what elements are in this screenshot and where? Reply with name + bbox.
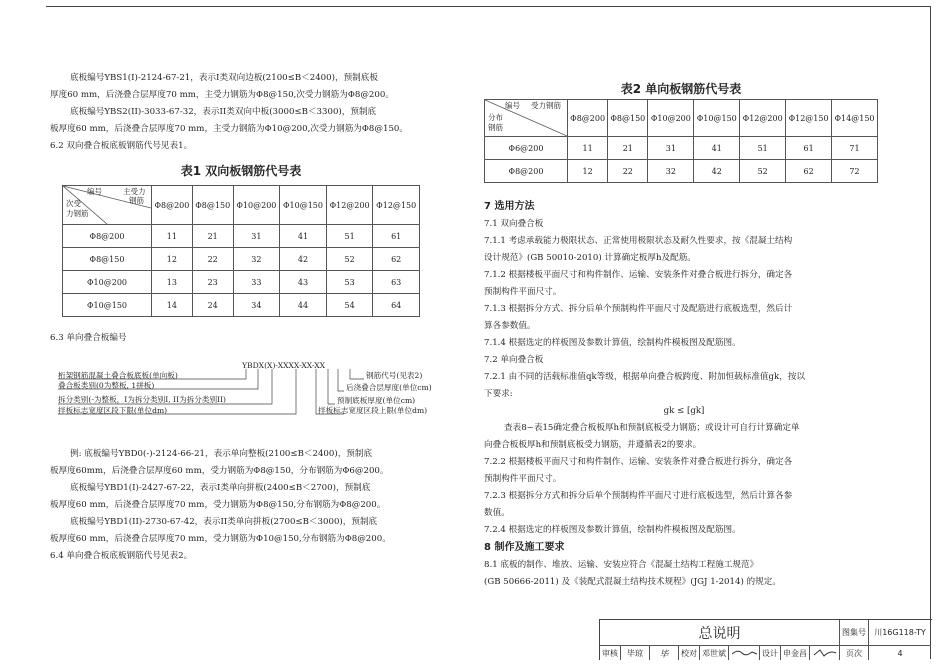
corner-label: 主受力 (123, 187, 146, 196)
table1-col-header: Φ12@200 (326, 186, 373, 225)
review-label: 审核 (600, 646, 621, 660)
code-label: 后浇叠合层厚度(单位cm) (346, 383, 432, 392)
cell: 24 (192, 294, 233, 317)
cell: 21 (192, 225, 233, 248)
text-line: 设计规范》(GB 50010-2010) 计算确定板厚h及配筋。 (484, 253, 696, 263)
cell: 51 (740, 137, 786, 160)
table2-corner (485, 100, 568, 137)
section-7 (484, 198, 904, 591)
table1-col-header: Φ8@150 (192, 186, 233, 225)
cell: 13 (152, 271, 193, 294)
check-signature (729, 646, 760, 660)
cell: 31 (233, 225, 280, 248)
table2-col-header: Φ8@200 (568, 100, 608, 137)
frame-right-line (930, 6, 931, 659)
table1-col-header: Φ8@200 (152, 186, 193, 225)
check-label: 校对 (679, 646, 700, 660)
title-block (599, 619, 932, 660)
table2-col-header: Φ12@150 (786, 100, 832, 137)
cell: 11 (568, 137, 608, 160)
cell: 12 (152, 248, 193, 271)
cell: 32 (648, 160, 694, 183)
text-line: 底板编号YBD1(I)-2427-67-22，表示I类单向拼板(2400≤B＜2700)，预制底 (70, 483, 371, 493)
text-line: 6.4 单向叠合板底板钢筋代号见表2。 (50, 551, 193, 561)
signature-scribble (730, 648, 758, 658)
table1-title: 表1 双向板钢筋代号表 (180, 164, 302, 178)
table1-block (62, 162, 420, 317)
atlas-label: 图集号 (840, 620, 869, 646)
cell: 41 (280, 225, 327, 248)
text-line: 底板编号YBS1(I)-2124-67-21，表示I类双向边板(2100≤B＜2400)，预制底板 (70, 73, 378, 83)
code-label: 钢筋代号(见表2) (366, 371, 423, 380)
table2-col-header: Φ10@200 (648, 100, 694, 137)
text-line: 查表8~表15确定叠合板板厚h和预制底板受力钢筋；或设计可自行计算确定单 (504, 423, 800, 433)
design-signature (810, 646, 840, 660)
cell: 62 (786, 160, 832, 183)
cell: 14 (152, 294, 193, 317)
code-label: 拆分类别(-为整板，I为拆分类别I, II为拆分类别II) (58, 395, 227, 404)
design-label: 设计 (760, 646, 781, 660)
text-line: 底板编号YBD1(II)-2730-67-42，表示II类单向拼板(2700≤B＜3000)，预制底 (70, 517, 378, 527)
cell: 54 (326, 294, 373, 317)
text-line: 板厚度60 mm，后浇叠合层厚度70 mm，受力钢筋为Φ10@150,分布钢筋为Φ8@200。 (50, 534, 391, 544)
table1-col-header: Φ10@150 (280, 186, 327, 225)
code-label: 桁架钢筋混凝土叠合板底板(单向板) (58, 371, 178, 380)
cell: 11 (152, 225, 193, 248)
cell: 21 (608, 137, 648, 160)
signature-scribble (812, 648, 838, 658)
cell: 61 (786, 137, 832, 160)
formula: gk ≤ [gk] (663, 406, 705, 416)
atlas-number: 川16G118-TY (869, 620, 931, 646)
left-para-2 (50, 446, 470, 565)
cell: 42 (280, 248, 327, 271)
text-line: 板厚度60 mm，后浇叠合层厚度70 mm，受力钢筋为Φ8@150,分布钢筋为Φ8@200。 (50, 500, 386, 510)
corner-label: 分布 (488, 113, 503, 122)
page-number: 4 (897, 648, 903, 658)
text-line: 向叠合板板厚h和预制底板受力钢筋，并遵循表2的要求。 (484, 440, 702, 450)
text-line: 7.2.2 根据楼板平面尺寸和构件制作、运输、安装条件对叠合板进行拆分，确定各 (484, 457, 793, 467)
text-line: 预制构件平面尺寸。 (484, 287, 562, 297)
table-row (485, 137, 878, 160)
cell: 43 (280, 271, 327, 294)
section-8-title: 8 制作及施工要求 (484, 542, 565, 553)
corner-label: 受力钢筋 (531, 101, 561, 110)
row-label: Φ10@200 (63, 271, 152, 294)
row-label: Φ8@200 (485, 160, 568, 183)
design-name: 申金昌 (781, 646, 810, 660)
cell: 33 (233, 271, 280, 294)
cell: 64 (373, 294, 420, 317)
table-row (63, 225, 420, 248)
sec63-heading (50, 330, 127, 347)
check-name: 邓世斌 (700, 646, 729, 660)
code-string: YBDX(X)-XXXX-XX-XX (242, 361, 326, 370)
drawing-sheet (6, 6, 931, 659)
code-label: 拌板标志宽度区段下限(单位dm) (58, 406, 168, 415)
text-line: 7.1.3 根据拆分方式、拆分后单个预制构件平面尺寸及配筋进行底板选型，然后计 (484, 304, 793, 314)
table2-col-header: Φ10@150 (694, 100, 740, 137)
cell: 63 (373, 271, 420, 294)
cell: 31 (648, 137, 694, 160)
cell: 34 (233, 294, 280, 317)
page-label: 页次 (840, 646, 869, 660)
row-label: Φ10@150 (63, 294, 152, 317)
table1-corner (63, 186, 152, 225)
cell: 53 (326, 271, 373, 294)
code-label: 拌板标志宽度区段上限(单位dm) (318, 406, 428, 415)
cell: 32 (233, 248, 280, 271)
table2-title: 表2 单向板钢筋代号表 (620, 82, 742, 96)
drawing-title: 总说明 (600, 620, 840, 646)
corner-label: 编号 (87, 187, 102, 196)
text-line: 板厚度60mm，后浇叠合层厚度60 mm，受力钢筋为Φ8@150，分布钢筋为Φ6@200。 (50, 466, 389, 476)
review-signature: 毕 (650, 646, 679, 660)
table2 (484, 99, 878, 183)
corner-label: 次受 (66, 199, 81, 208)
corner-label: 编号 (505, 101, 520, 110)
text-line: 7.1.1 考虑承载能力极限状态、正常使用极限状态及耐久性要求，按《混凝土结构 (484, 236, 793, 246)
text-line: 6.3 单向叠合板编号 (50, 333, 127, 343)
cell: 72 (832, 160, 878, 183)
cell: 44 (280, 294, 327, 317)
text-line: 算各参数值。 (484, 321, 536, 331)
frame-top-line (46, 6, 931, 7)
cell: 23 (192, 271, 233, 294)
table1 (62, 185, 420, 317)
corner-label: 力钢筋 (66, 209, 89, 218)
cell: 61 (373, 225, 420, 248)
cell: 22 (192, 248, 233, 271)
code-diagram (58, 361, 458, 431)
review-name: 毕琼 (621, 646, 650, 660)
text-line: 数值。 (484, 508, 510, 518)
code-label: 预制底板厚度(单位cm) (337, 396, 416, 405)
corner-label: 钢筋 (488, 123, 503, 132)
cell: 12 (568, 160, 608, 183)
text-line: 例: 底板编号YBD0(-)-2124-66-21，表示单向整板(2100≤B＜2400)，预制底 (70, 449, 373, 459)
text-line: 7.2.3 根据拆分方式和拆分后单个预制构件平面尺寸进行底板选型，然后计算各参 (484, 491, 793, 501)
text-line: 下要求: (484, 389, 513, 399)
table-row (485, 160, 878, 183)
cell: 41 (694, 137, 740, 160)
row-label: Φ8@150 (63, 248, 152, 271)
table1-col-header: Φ12@150 (373, 186, 420, 225)
cell: 22 (608, 160, 648, 183)
table2-col-header: Φ14@150 (832, 100, 878, 137)
text-line: 板厚度60 mm，后浇叠合层厚度70 mm，主受力钢筋为Φ10@200,次受力钢筋为Φ8@150。 (50, 124, 408, 134)
section-7-title: 7 选用方法 (484, 201, 535, 212)
table-row (63, 271, 420, 294)
text-line: 底板编号YBS2(II)-3033-67-32，表示II类双向中板(3000≤B＜3300)，预制底 (70, 107, 377, 117)
row-label: Φ8@200 (63, 225, 152, 248)
cell: 71 (832, 137, 878, 160)
cell: 51 (326, 225, 373, 248)
cell: 52 (740, 160, 786, 183)
text-line: 6.2 双向叠合板底板钢筋代号见表1。 (50, 141, 193, 151)
text-line: 厚度60 mm，后浇叠合层厚度70 mm，主受力钢筋为Φ8@150,次受力钢筋为Φ8@200。 (50, 90, 394, 100)
text-line: (GB 50666-2011) 及《装配式混凝土结构技术规程》(JGJ 1-2014) 的规定。 (484, 577, 781, 587)
text-line: 7.1 双向叠合板 (484, 219, 544, 229)
left-para-1 (50, 70, 450, 155)
table2-col-header: Φ8@150 (608, 100, 648, 137)
text-line: 7.1.2 根据楼板平面尺寸和构件制作、运输、安装条件对叠合板进行拆分，确定各 (484, 270, 793, 280)
cell: 52 (326, 248, 373, 271)
text-line: 7.2.1 由不同的活载标准值qk等级，根据单向叠合板跨度、附加恒载标准值gk，按以 (484, 372, 806, 382)
table1-col-header: Φ10@200 (233, 186, 280, 225)
text-line: 8.1 底板的制作、堆放、运输、安装应符合《混凝土结构工程施工规范》 (484, 560, 759, 570)
table-row (63, 294, 420, 317)
row-label: Φ6@200 (485, 137, 568, 160)
cell: 42 (694, 160, 740, 183)
text-line: 7.2 单向叠合板 (484, 355, 544, 365)
table-row (63, 248, 420, 271)
text-line: 7.1.4 根据选定的样板图及参数计算值，绘制构件模板图及配筋图。 (484, 338, 741, 348)
text-line: 7.2.4 根据选定的样板图及参数计算值，绘制构件模板图及配筋图。 (484, 525, 741, 535)
table2-block (484, 80, 878, 183)
text-line: 预制构件平面尺寸。 (484, 474, 562, 484)
corner-label: 钢筋 (129, 196, 144, 205)
table2-col-header: Φ12@200 (740, 100, 786, 137)
cell: 62 (373, 248, 420, 271)
code-label: 叠合板类别(0为整板, 1拼板) (58, 381, 155, 390)
